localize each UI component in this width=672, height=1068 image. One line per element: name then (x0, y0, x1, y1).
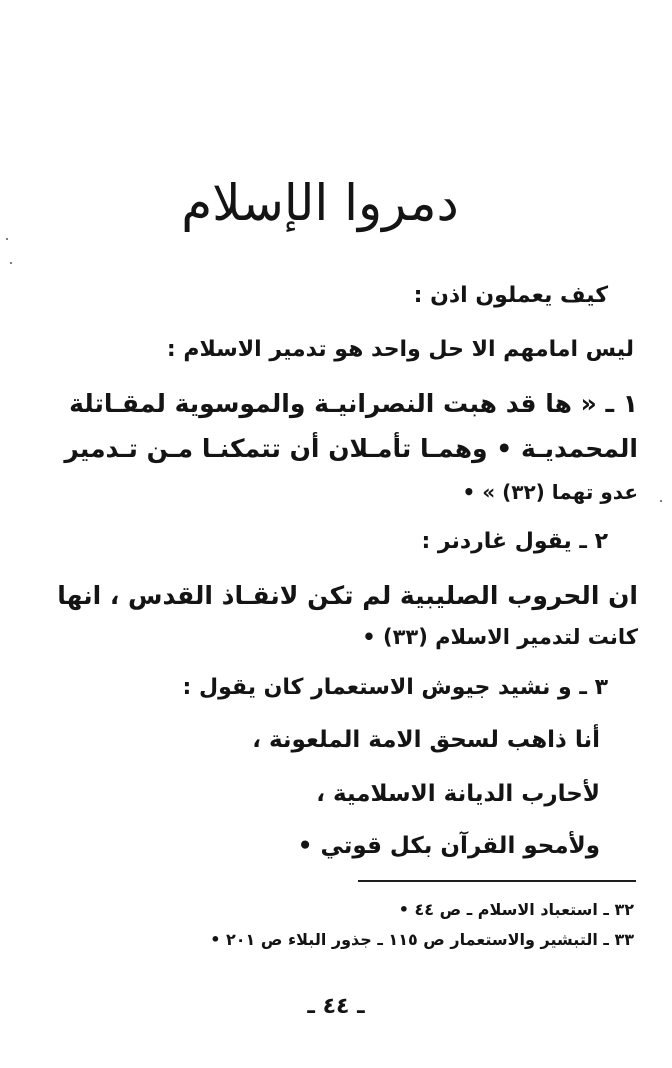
body-line-8: كانت لتدمير الاسلام (٣٣) • (362, 625, 638, 649)
chapter-title: دمروا الإسلام (181, 174, 459, 232)
page-number: ـ ٤٤ ـ (307, 994, 365, 1019)
footnote-32: ٣٢ ـ استعباد الاسلام ـ ص ٤٤ • (398, 900, 634, 919)
body-line-6: ٢ ـ يقول غاردنر : (421, 529, 608, 554)
body-line-7: ان الحروب الصليبية لم تكن لانقـاذ القدس ، انها (57, 581, 638, 610)
verse-line-2: لأحارب الديانة الاسلامية ، (316, 781, 600, 807)
scan-speck (6, 238, 8, 240)
verse-line-1: أنا ذاهب لسحق الامة الملعونة ، (252, 727, 600, 753)
body-line-1: كيف يعملون اذن : (413, 283, 608, 308)
footnote-33: ٣٣ ـ التبشير والاستعمار ص ١١٥ ـ جذور البلاء ص ٢٠١ • (210, 930, 634, 949)
body-line-4: المحمديـة • وهمـا تأمـلان أن تتمكنـا مـن تـدمير (64, 434, 638, 463)
body-line-9: ٣ ـ و نشيد جيوش الاستعمار كان يقول : (182, 675, 608, 700)
verse-line-3: ولأمحو القرآن بكل قوتي • (297, 833, 600, 859)
body-line-5: عدو تهما (٣٢) » • (462, 480, 638, 504)
body-line-2: ليس امامهم الا حل واحد هو تدمير الاسلام : (166, 337, 634, 362)
body-line-3: ١ ـ « ها قد هبت النصرانيـة والموسوية لمقـاتلة (69, 389, 638, 418)
footnote-divider (358, 880, 636, 882)
scan-speck (660, 500, 662, 502)
scan-speck (10, 262, 12, 264)
